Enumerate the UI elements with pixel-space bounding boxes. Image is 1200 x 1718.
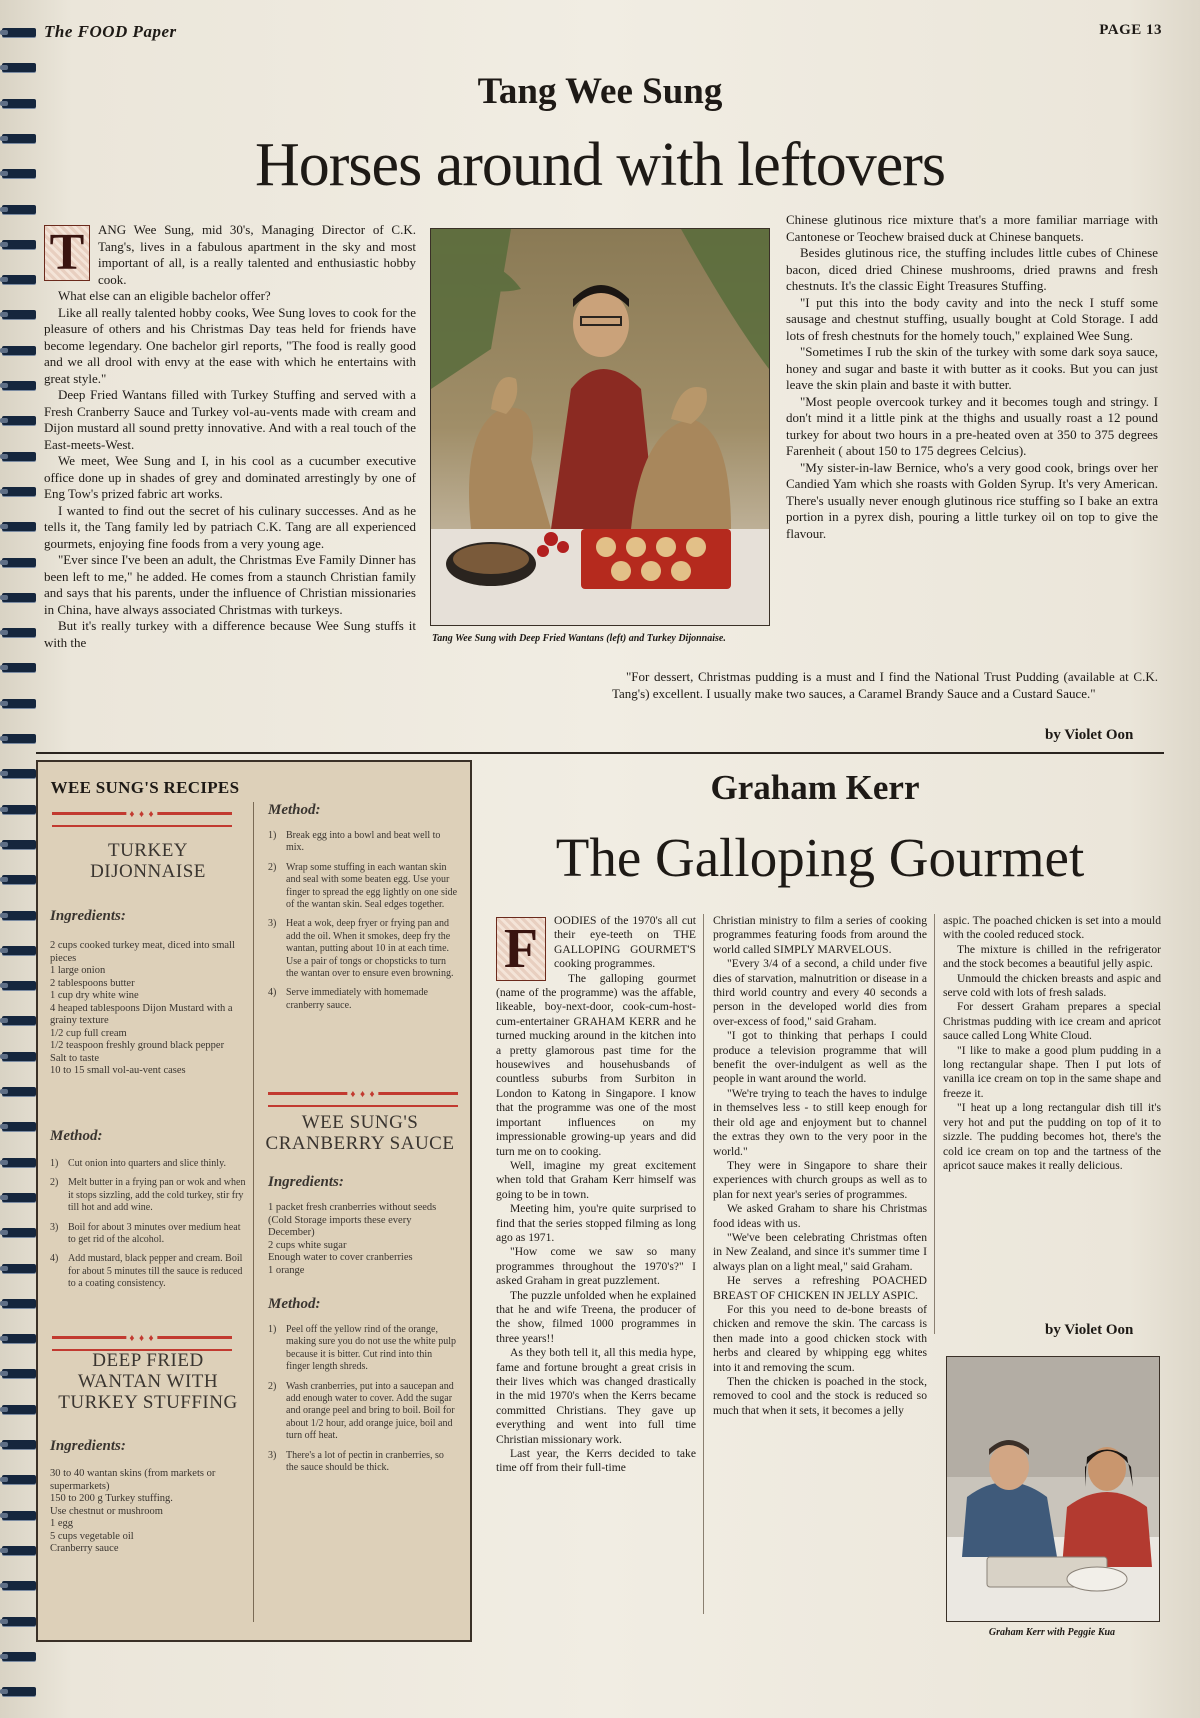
paragraph: They were in Singapore to share their experiences with church groups as well as to plan for next year's series of programmes. bbox=[713, 1158, 927, 1201]
step-text: Heat a wok, deep fryer or frying pan and add the oil. When it smokes, deep fry the wantan, putting about 10 in at each time. Use a pair of tongs or chopsticks to turn the wantan over to ensure even browning. bbox=[286, 918, 454, 980]
step-number: 1) bbox=[268, 830, 277, 841]
article2-col2-text bbox=[713, 914, 927, 1418]
step-number: 1) bbox=[50, 1158, 59, 1169]
paragraph: ANG Wee Sung, mid 30's, Managing Director of C.K. Tang's, lives in a fabulous apartment in the sky and most important of all, is a really talented and enthusiastic hobby cook. bbox=[98, 222, 416, 287]
wantan-recipe-title: DEEP FRIED WANTAN WITH TURKEY STUFFING bbox=[58, 1350, 238, 1413]
cranberry-method-list bbox=[268, 1324, 458, 1481]
turkey-recipe-title: TURKEY DIJONNAISE bbox=[90, 840, 206, 882]
photo-illustration bbox=[431, 229, 769, 625]
article1-headline: Horses around with leftovers bbox=[255, 131, 945, 199]
paragraph: aspic. The poached chicken is set into a mould with the cooled reduced stock. bbox=[943, 914, 1161, 942]
ingredient-item: Use chestnut or mushroom bbox=[50, 1505, 163, 1517]
binding-ring bbox=[2, 310, 36, 319]
article1-closing bbox=[612, 669, 1158, 702]
binding-ring bbox=[2, 1581, 36, 1590]
paragraph: He serves a refreshing POACHED BREAST OF CHICKEN IN JELLY ASPIC. bbox=[713, 1274, 927, 1302]
binding-ring bbox=[2, 1299, 36, 1308]
binding-ring bbox=[2, 946, 36, 955]
article1-column-3 bbox=[786, 212, 1158, 542]
step-text: Add mustard, black pepper and cream. Boil for about 5 minutes till the sauce is reduced to a coating consistency. bbox=[68, 1253, 243, 1290]
ornament-divider bbox=[268, 1092, 458, 1107]
binding-ring bbox=[2, 205, 36, 214]
article2-kicker: Graham Kerr bbox=[710, 768, 920, 807]
binding-ring bbox=[2, 875, 36, 884]
ingredient-item: 4 heaped tablespoons Dijon Mustard with a grainy texture bbox=[50, 1002, 233, 1026]
binding-ring bbox=[2, 1475, 36, 1484]
paragraph: "Sometimes I rub the skin of the turkey with some dark soya sauce, honey and sugar and baste it with butter as it cooks. But you can just leave the skin plain and baste it with butter. bbox=[786, 344, 1158, 392]
paragraph: We asked Graham to share his Christmas food ideas with us. bbox=[713, 1202, 927, 1230]
binding-ring bbox=[2, 1652, 36, 1661]
graham-photo-caption: Graham Kerr with Peggie Kua bbox=[988, 1627, 1116, 1638]
binding-ring bbox=[2, 1193, 36, 1202]
method-step bbox=[268, 1450, 458, 1475]
step-number: 2) bbox=[268, 1380, 277, 1392]
step-text: Peel off the yellow rind of the orange, making sure you do not use the white pulp because it is bitter. Cut rind into thin finger length shreds. bbox=[286, 1324, 456, 1373]
brand-logo: The FOOD Paper bbox=[44, 22, 177, 41]
binding-ring bbox=[2, 558, 36, 567]
paragraph: What else can an eligible bachelor offer? bbox=[58, 288, 271, 303]
tang-wee-sung-photo bbox=[430, 228, 770, 626]
step-text: Wash cranberries, put into a saucepan and add enough water to cover. Add the sugar and orange peel and bring to boil. Boil for about 1/2 hour, add orange juice, boil and turn off heat. bbox=[286, 1380, 455, 1442]
paragraph: "I like to make a good plum pudding in a long rectangular shape. Then I put lots of vanilla ice cream on top in the same shape and freeze it. bbox=[943, 1043, 1161, 1100]
binding-ring bbox=[2, 840, 36, 849]
ingredient-item: 5 cups vegetable oil bbox=[50, 1530, 134, 1542]
paragraph: As they both tell it, all this media hype, fame and fortune brought a great crisis in their lives which was changed drastically in the mid 1970's when the Kerrs became committed Christians. They gave up everything and went into full time Christian missionary work. bbox=[496, 1346, 696, 1446]
step-number: 3) bbox=[50, 1221, 59, 1233]
ingredient-item: 1 orange bbox=[268, 1264, 305, 1276]
paragraph: Christian ministry to film a series of cooking programmes featuring foods from around the world called SIMPLY MARVELOUS. bbox=[713, 914, 927, 956]
paragraph: "Every 3/4 of a second, a child under five dies of starvation, malnutrition or disease in a third world country and every 40 seconds a person in the developed world dies from over-excess of food," said Graham. bbox=[713, 957, 927, 1028]
step-text: Serve immediately with homemade cranberry sauce. bbox=[286, 987, 428, 1011]
ingredient-item: 1 packet fresh cranberries without seeds (Cold Storage imports these every December) bbox=[268, 1202, 437, 1238]
recipe-column-divider bbox=[253, 802, 254, 1622]
drop-cap: T bbox=[44, 225, 90, 281]
method-step bbox=[268, 862, 458, 912]
step-number: 2) bbox=[50, 1177, 59, 1189]
paragraph: Well, imagine my great excitement when told that Graham Kerr himself was going to be in town. bbox=[496, 1158, 696, 1201]
column-divider bbox=[934, 914, 935, 1334]
article2-headline: The Galloping Gourmet bbox=[555, 827, 1085, 888]
article2-byline: by Violet Oon bbox=[1045, 1322, 1134, 1338]
ingredient-item: 1 cup dry white wine bbox=[50, 990, 139, 1001]
paragraph: For this you need to de-bone breasts of chicken and remove the skin. The carcass is then made into a good chicken stock with herbs and cleared by whipping egg whites into it and removing the scum. bbox=[713, 1302, 927, 1374]
ingredient-item: 10 to 15 small vol-au-vent cases bbox=[50, 1065, 186, 1076]
binding-ring bbox=[2, 522, 36, 531]
binding-ring bbox=[2, 981, 36, 990]
ornament-divider bbox=[52, 1336, 232, 1351]
method-step bbox=[268, 918, 458, 980]
binding-ring bbox=[2, 1264, 36, 1273]
method-step bbox=[268, 987, 458, 1012]
paragraph: But it's really turkey with a difference because Wee Sung stuffs it with the bbox=[44, 618, 416, 650]
cranberry-recipe-title: WEE SUNG'S CRANBERRY SAUCE bbox=[265, 1112, 455, 1154]
binding-ring bbox=[2, 1122, 36, 1131]
step-number: 4) bbox=[268, 987, 277, 999]
binding-ring bbox=[2, 628, 36, 637]
paragraph: We meet, Wee Sung and I, in his cool as a cucumber executive office done up in shades of grey and dominated arrestingly by one of Eng Tow's prized fabric art works. bbox=[44, 453, 416, 501]
binding-ring bbox=[2, 1511, 36, 1520]
photo-illustration bbox=[947, 1357, 1159, 1621]
turkey-method-list bbox=[50, 1158, 246, 1298]
paragraph: "How come we saw so many programmes throughout the 1970's?" I asked Graham in great puzzlement. bbox=[496, 1245, 696, 1288]
article2-column-3 bbox=[943, 914, 1161, 1173]
binding-ring bbox=[2, 1687, 36, 1696]
ingredient-item: Enough water to cover cranberries bbox=[268, 1252, 413, 1263]
step-text: Wrap some stuffing in each wantan skin and seal with some beaten egg. Use your finger to spread the egg lightly on one side of the wantan skin. Seal edges together. bbox=[286, 861, 458, 911]
ornament-divider bbox=[52, 812, 232, 827]
ingredient-item: 1 egg bbox=[50, 1518, 74, 1529]
binding-ring bbox=[2, 1617, 36, 1626]
paragraph: OODIES of the 1970's all cut their eye-teeth on THE GALLOPING GOURMET'S cooking programmes. bbox=[554, 914, 696, 971]
closing-paragraph: "For dessert, Christmas pudding is a must and I find the National Trust Pudding (available at C.K. Tang's) excellent. I usually make two sauces, a Caramel Brandy Sauce and a Custard Sauce." bbox=[612, 669, 1158, 701]
recipes-box bbox=[36, 760, 472, 1642]
binding-ring bbox=[2, 346, 36, 355]
paragraph: The mixture is chilled in the refrigerator and the stock becomes a beautiful jelly aspic. bbox=[943, 942, 1161, 971]
method-step bbox=[50, 1158, 246, 1170]
ingredient-item: 1/2 cup full cream bbox=[50, 1027, 127, 1039]
spiral-binding bbox=[0, 0, 40, 1718]
wantan-method-list bbox=[268, 830, 458, 1019]
ingredient-item: 2 cups white sugar bbox=[268, 1239, 347, 1251]
cranberry-ingredients-label: Ingredients: bbox=[268, 1174, 344, 1190]
method-step bbox=[268, 1381, 458, 1443]
binding-ring bbox=[2, 1369, 36, 1378]
article1-column-1 bbox=[44, 222, 416, 651]
graham-kerr-photo bbox=[946, 1356, 1160, 1622]
ingredient-item: 2 tablespoons butter bbox=[50, 977, 135, 989]
step-number: 2) bbox=[268, 861, 277, 873]
step-text: Cut onion into quarters and slice thinly. bbox=[68, 1158, 226, 1169]
binding-ring bbox=[2, 381, 36, 390]
step-text: Boil for about 3 minutes over medium heat to get rid of the alcohol. bbox=[68, 1221, 241, 1246]
article2-col1-text bbox=[496, 914, 696, 1476]
article1-col3-text bbox=[786, 212, 1158, 542]
paragraph: "I got to thinking that perhaps I could produce a television programme that will benefit the over-indulgent as well as the people in want around the world. bbox=[713, 1029, 927, 1086]
page-number: PAGE 13 bbox=[1099, 22, 1162, 38]
binding-ring bbox=[2, 1440, 36, 1449]
paragraph: "We've been celebrating Christmas often in New Zealand, and since it's summer time I always plan on a light meal," said Graham. bbox=[713, 1230, 927, 1273]
ingredient-item: 1/2 teaspoon freshly ground black pepper bbox=[50, 1040, 225, 1051]
paragraph: Last year, the Kerrs decided to take time off from their full-time bbox=[496, 1447, 696, 1475]
binding-ring bbox=[2, 1228, 36, 1237]
method-step bbox=[50, 1253, 246, 1290]
drop-cap: F bbox=[496, 917, 546, 981]
article1-col1-text bbox=[44, 222, 416, 651]
wantan-ingredients-list bbox=[50, 1468, 246, 1556]
paragraph: Like all really talented hobby cooks, Wee Sung loves to cook for the pleasure of others and his Christmas Day teas held for friends have become legendary. One bachelor girl reports, "The food is really good and we all drool with envy at the ease with which he entertains with great style." bbox=[44, 304, 416, 386]
paragraph: "I put this into the body cavity and into the neck I stuff some sausage and chestnut stuffing, usually bought at Cold Storage. I add lots of fresh chestnuts for the homely touch," explained Wee Sung. bbox=[786, 294, 1158, 343]
binding-ring bbox=[2, 734, 36, 743]
turkey-ingredients-list bbox=[50, 940, 246, 1078]
paragraph: Chinese glutinous rice mixture that's a more familiar marriage with Cantonese or Teochew braised duck at Chinese banquets. bbox=[786, 212, 1158, 244]
article1-kicker: Tang Wee Sung bbox=[477, 71, 723, 112]
article1-byline: by Violet Oon bbox=[1045, 727, 1134, 743]
binding-ring bbox=[2, 487, 36, 496]
wantan-ingredients-label: Ingredients: bbox=[50, 1438, 126, 1454]
step-number: 1) bbox=[268, 1324, 277, 1335]
paragraph: "Most people overcook turkey and it becomes tough and stringy. I don't mind it a little pink at the thighs and usually roast a 12 pound turkey for about two hours in a pre-heated oven at 350 to 375 degrees Farenheit ( about 150 to 175 degrees Celcius). bbox=[786, 393, 1158, 458]
binding-ring bbox=[2, 1158, 36, 1167]
method-step bbox=[268, 830, 458, 855]
step-number: 3) bbox=[268, 918, 277, 930]
ingredient-item: Cranberry sauce bbox=[50, 1543, 119, 1554]
section-divider bbox=[36, 752, 1164, 754]
binding-ring bbox=[2, 699, 36, 708]
paragraph: "My sister-in-law Bernice, who's a very good cook, brings over her Candied Yam which she roasts with Golden Syrup. It's very American. There's usually never enough glutinous rice stuffing so I bake an extra portion in a pyrex dish, pouring a little turkey oil on top to give the flavour. bbox=[786, 459, 1158, 541]
paragraph: Then the chicken is poached in the stock, removed to cool and the stock is reduced so much that when it sets, it becomes a jelly bbox=[713, 1375, 927, 1417]
paragraph: Unmould the chicken breasts and aspic and serve cold with lots of fresh salads. bbox=[943, 971, 1161, 1000]
paragraph: Deep Fried Wantans filled with Turkey Stuffing and served with a Fresh Cranberry Sauce and Turkey vol-au-vents made with cream and Dijon mustard all sound pretty innovative. And with a real touch of the East-meets-West. bbox=[44, 387, 416, 452]
binding-ring bbox=[2, 1334, 36, 1343]
ingredient-item: 1 large onion bbox=[50, 965, 106, 976]
article2-column-2 bbox=[713, 914, 927, 1418]
paragraph: For dessert Graham prepares a special Christmas pudding with ice cream and apricot sauce called Long White Cloud. bbox=[943, 1000, 1161, 1043]
cranberry-ingredients-list bbox=[268, 1202, 458, 1277]
ingredient-item: 30 to 40 wantan skins (from markets or supermarkets) bbox=[50, 1468, 216, 1492]
article2-column-1 bbox=[496, 914, 696, 1476]
binding-ring bbox=[2, 1087, 36, 1096]
column-divider bbox=[703, 914, 704, 1614]
method-step bbox=[268, 1324, 458, 1374]
binding-ring bbox=[2, 416, 36, 425]
binding-ring bbox=[2, 1016, 36, 1025]
paragraph: The puzzle unfolded when he explained that he and wife Treena, the producer of the show, filmed 1000 programmes in three years!! bbox=[496, 1288, 696, 1345]
binding-ring bbox=[2, 28, 36, 37]
step-text: Melt butter in a frying pan or wok and when it stops sizzling, add the cold turkey, stir fry till hot and add wine. bbox=[68, 1177, 246, 1214]
paragraph: "We're trying to teach the haves to indulge in themselves less - to still keep enough for their old age and enjoyment but to channel the extras they own to the very poor in the world." bbox=[713, 1086, 927, 1158]
method-step bbox=[50, 1222, 246, 1247]
binding-ring bbox=[2, 663, 36, 672]
ingredient-item: Salt to taste bbox=[50, 1052, 99, 1064]
step-text: There's a lot of pectin in cranberries, so the sauce should be thick. bbox=[286, 1449, 444, 1474]
binding-ring bbox=[2, 275, 36, 284]
paragraph: The galloping gourmet (name of the programme) was the affable, likeable, boy-next-door, cook-cum-host-cum-entertainer GRAHAM KERR and he turned mucking around in the kitchen into a pretty glamorous past time for the housewives and househusbands of countless suburbs from Surbiton in London to Katong in Singapore. I know that the programme was one of the most important influences on my impressionable growing-up years and did turn me on to cooking. bbox=[496, 971, 696, 1158]
paragraph: "Ever since I've been an adult, the Christmas Eve Family Dinner has been left to me," he added. He comes from a staunch Christian family and says that his parents, under the influence of Christian missionaries in China, have always associated Christmas with turkeys. bbox=[44, 552, 416, 617]
paragraph: Meeting him, you're quite surprised to find that the series stopped filming as long ago as 1971. bbox=[496, 1202, 696, 1244]
cranberry-method-label: Method: bbox=[268, 1296, 321, 1312]
paragraph: I wanted to find out the secret of his culinary successes. And as he tells it, the Tang family led by patriach C.K. Tang are all experienced gourmets, enjoying fine foods from a very young age. bbox=[44, 502, 416, 551]
article2-col3-text bbox=[943, 914, 1161, 1173]
binding-ring bbox=[2, 805, 36, 814]
tang-photo-caption: Tang Wee Sung with Deep Fried Wantans (left) and Turkey Dijonnaise. bbox=[432, 633, 726, 644]
ingredient-item: 150 to 200 g Turkey stuffing. bbox=[50, 1493, 173, 1504]
binding-ring bbox=[2, 1052, 36, 1061]
method-step bbox=[50, 1177, 246, 1214]
binding-ring bbox=[2, 1405, 36, 1414]
paragraph: Besides glutinous rice, the stuffing includes little cubes of Chinese bacon, diced dried Chinese mushrooms, dried prawns and fresh chestnuts. It's the classic Eight Treasures Stuffing. bbox=[786, 245, 1158, 293]
wantan-method-label: Method: bbox=[268, 802, 321, 818]
paragraph: "I heat up a long rectangular dish till it's very hot and put the pudding on top of it to sizzle. The pudding becomes hot, there's the cold ice cream on top and the tartness of the apricot sauce makes it really delicious. bbox=[943, 1101, 1161, 1172]
binding-ring bbox=[2, 1546, 36, 1555]
binding-ring bbox=[2, 240, 36, 249]
ingredient-item: 2 cups cooked turkey meat, diced into small pieces bbox=[50, 940, 235, 964]
turkey-ingredients-label: Ingredients: bbox=[50, 908, 126, 924]
step-text: Break egg into a bowl and beat well to mix. bbox=[286, 830, 441, 854]
turkey-method-label: Method: bbox=[50, 1128, 103, 1144]
recipes-box-title: WEE SUNG'S RECIPES bbox=[50, 778, 240, 797]
binding-ring bbox=[2, 452, 36, 461]
step-number: 3) bbox=[268, 1449, 277, 1461]
binding-ring bbox=[2, 593, 36, 602]
binding-ring bbox=[2, 769, 36, 778]
binding-ring bbox=[2, 911, 36, 920]
step-number: 4) bbox=[50, 1253, 59, 1265]
